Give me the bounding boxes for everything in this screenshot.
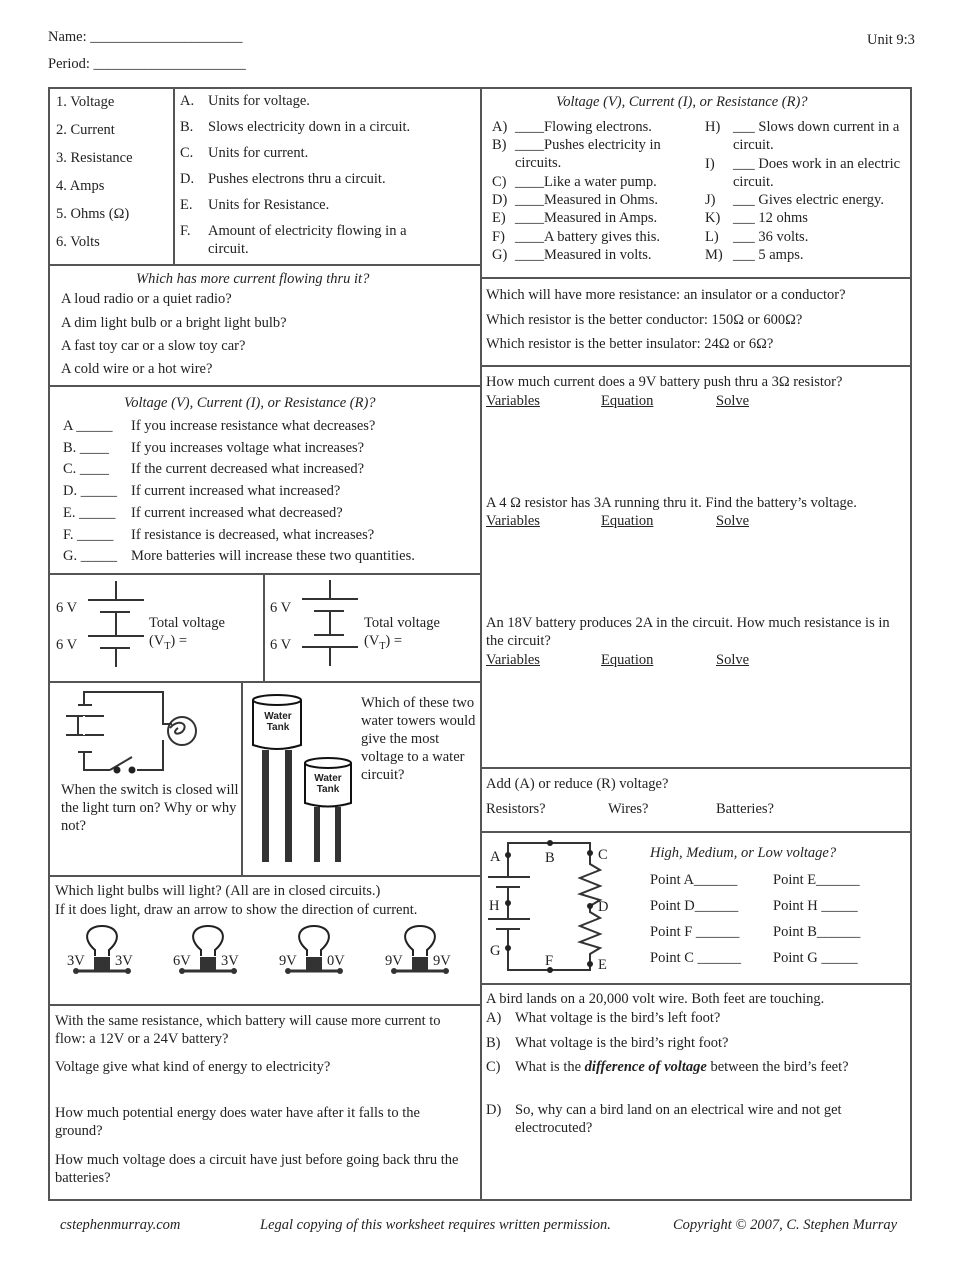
solve-heading: Solve <box>716 513 750 529</box>
section-title: Voltage (V), Current (I), or Resistance (R)? <box>556 94 808 110</box>
total-voltage-label: Total voltage <box>149 615 225 631</box>
question: ___ 12 ohms <box>733 210 808 226</box>
answer-blank: E. _____ <box>63 504 116 521</box>
question: If you increases voltage what increases? <box>131 439 365 456</box>
total-voltage-label: Total voltage <box>364 615 440 631</box>
bulb-voltage-left: 3V <box>67 953 85 969</box>
question: Which resistor is the better insulator: 24Ω or 6Ω? <box>486 336 774 352</box>
point-label: E <box>598 957 607 973</box>
bulb-icon <box>87 926 117 956</box>
unit-label: Unit 9:3 <box>867 32 915 48</box>
def-letter: C. <box>180 145 194 161</box>
footer-legal: Legal copying of this worksheet requires written permission. <box>260 1217 611 1233</box>
tower-question: Which of these two water towers would give the most voltage to a water circuit? <box>361 695 476 783</box>
problem: An 18V battery produces 2A in the circuit. How much resistance is in the circuit? <box>486 615 890 649</box>
text: between the bird’s feet? <box>706 1059 849 1075</box>
def-letter: D. <box>180 171 195 187</box>
label: F) <box>492 229 505 245</box>
solve-heading: Solve <box>716 393 750 409</box>
question: If resistance is decreased, what increases? <box>131 526 375 543</box>
question: If the current decreased what increased? <box>131 461 365 478</box>
label: B) <box>492 137 507 153</box>
bulb-voltage-left: 6V <box>173 953 191 969</box>
label: C) <box>492 174 507 190</box>
variables-heading: Variables <box>486 513 540 529</box>
point-label: G <box>490 943 501 959</box>
question: ____Measured in volts. <box>515 247 652 263</box>
section-title: Voltage (V), Current (I), or Resistance (R)? <box>124 395 376 411</box>
definition: Pushes electrons thru a circuit. <box>208 171 386 187</box>
question: ___ Gives electric energy. <box>733 192 884 208</box>
point-label: B <box>545 850 555 866</box>
question: ____A battery gives this. <box>515 229 660 245</box>
vt: (V <box>149 633 165 649</box>
bulb-voltage-right: 3V <box>115 953 133 969</box>
point-label: H <box>489 898 500 914</box>
bulb-voltage-left: 9V <box>385 953 403 969</box>
water-tank-label: Water Tank <box>264 711 292 733</box>
label: I) <box>705 156 715 172</box>
definition: Units for current. <box>208 145 309 161</box>
label: D) <box>492 192 508 208</box>
question: A fast toy car or a slow toy car? <box>61 338 246 354</box>
term: 2. Current <box>56 122 115 138</box>
question: ___ Slows down current in a circuit. <box>733 119 900 153</box>
bulb-voltage-left: 9V <box>279 953 297 969</box>
problem: A 4 Ω resistor has 3A running thru it. Find the battery’s voltage. <box>486 495 857 511</box>
vt-eq: ) = <box>385 633 403 649</box>
vt-sub: T <box>164 640 171 652</box>
point-blank: Point A______ <box>650 872 738 888</box>
def-letter: B. <box>180 119 194 135</box>
bulb-icon <box>193 926 223 956</box>
question <box>515 1058 849 1076</box>
bulb-icon <box>299 926 329 956</box>
question: More batteries will increase these two quantities. <box>131 548 415 565</box>
term: 6. Volts <box>56 234 100 250</box>
question: ____Measured in Amps. <box>515 210 658 226</box>
variables-heading: Variables <box>486 393 540 409</box>
question: So, why can a bird land on an electrical wire and not get electrocuted? <box>515 1102 842 1136</box>
point-blank: Point B______ <box>773 924 861 940</box>
label: J) <box>705 192 716 208</box>
period-field[interactable]: Period: _____________________ <box>48 56 246 72</box>
vt-sub: T <box>379 640 386 652</box>
section-title: High, Medium, or Low voltage? <box>650 845 837 861</box>
question: ___ 5 amps. <box>733 247 804 263</box>
footer-copyright: Copyright © 2007, C. Stephen Murray <box>673 1217 898 1233</box>
term: 5. Ohms (Ω) <box>56 206 130 222</box>
question: ____Like a water pump. <box>515 174 657 190</box>
question: ____Pushes electricity in circuits. <box>515 137 661 171</box>
answer-blank: B. ____ <box>63 439 109 456</box>
point-blank: Point F ______ <box>650 924 740 940</box>
point-blank: Point C ______ <box>650 950 742 966</box>
answer-blank: G. _____ <box>63 548 117 565</box>
question: What voltage is the bird’s right foot? <box>515 1035 729 1051</box>
answer-blank: C. ____ <box>63 461 109 478</box>
label: A) <box>486 1010 502 1026</box>
question: What voltage is the bird’s left foot? <box>515 1010 721 1026</box>
text: What is the <box>515 1059 585 1075</box>
label: H) <box>705 119 721 135</box>
label: A) <box>492 119 508 135</box>
vt: (V <box>364 633 380 649</box>
footer-site: cstephenmurray.com <box>60 1217 181 1233</box>
point-blank: Point G _____ <box>773 950 858 966</box>
question: Which resistor is the better conductor: 150Ω or 600Ω? <box>486 312 803 328</box>
label: L) <box>705 229 719 245</box>
name-field[interactable]: Name: _____________________ <box>48 29 243 45</box>
answer-blank: F. _____ <box>63 526 114 543</box>
label: B) <box>486 1035 501 1051</box>
question: How much voltage does a circuit have just before going back thru the batteries? <box>55 1152 459 1186</box>
bird-intro: A bird lands on a 20,000 volt wire. Both feet are touching. <box>486 991 825 1007</box>
bulb-voltage-right: 9V <box>433 953 451 969</box>
question: With the same resistance, which battery will cause more current to flow: a 12V or a 24V battery? <box>55 1013 441 1047</box>
point-blank: Point D______ <box>650 898 739 914</box>
answer-blank: D. _____ <box>63 483 117 500</box>
question: Which will have more resistance: an insulator or a conductor? <box>486 287 846 303</box>
label: D) <box>486 1102 502 1118</box>
label: K) <box>705 210 721 226</box>
bulb-voltage-right: 3V <box>221 953 239 969</box>
question: Add (A) or reduce (R) voltage? <box>486 776 669 792</box>
question: If current increased what increased? <box>131 483 341 500</box>
bulbs-instruction: If it does light, draw an arrow to show the direction of current. <box>55 902 418 918</box>
question: If current increased what decreased? <box>131 504 343 521</box>
label: E) <box>492 210 506 226</box>
label: C) <box>486 1059 501 1075</box>
question: ____Flowing electrons. <box>515 119 652 135</box>
point-blank: Point E______ <box>773 872 860 888</box>
label: G) <box>492 247 508 263</box>
def-letter: F. <box>180 223 191 239</box>
question: A cold wire or a hot wire? <box>61 361 213 377</box>
vt-label <box>149 632 187 656</box>
point-label: A <box>490 849 501 865</box>
equation-heading: Equation <box>601 393 654 409</box>
question: ___ 36 volts. <box>733 229 809 245</box>
item: Resistors? <box>486 801 546 817</box>
bulb-icon <box>405 926 435 956</box>
variables-heading: Variables <box>486 652 540 668</box>
voltage-label: 6 V <box>56 600 78 616</box>
item: Batteries? <box>716 801 774 817</box>
term: 4. Amps <box>56 178 105 194</box>
vt-eq: ) = <box>170 633 188 649</box>
question: A dim light bulb or a bright light bulb? <box>61 315 287 331</box>
question: ____Measured in Ohms. <box>515 192 658 208</box>
definition: Units for Resistance. <box>208 197 330 213</box>
term: 1. Voltage <box>56 94 115 110</box>
question: Voltage give what kind of energy to electricity? <box>55 1059 331 1075</box>
question: How much potential energy does water have after it falls to the ground? <box>55 1105 420 1139</box>
bulbs-question: Which light bulbs will light? (All are in closed circuits.) <box>55 883 381 899</box>
definition: Amount of electricity flowing in a circuit. <box>208 223 407 257</box>
problem: How much current does a 9V battery push thru a 3Ω resistor? <box>486 374 843 390</box>
def-letter: E. <box>180 197 193 213</box>
term: 3. Resistance <box>56 150 133 166</box>
def-letter: A. <box>180 93 195 109</box>
equation-heading: Equation <box>601 513 654 529</box>
water-tank-label: Water Tank <box>314 773 342 795</box>
point-label: D <box>598 899 609 915</box>
bulb-voltage-right: 0V <box>327 953 345 969</box>
answer-blank: A _____ <box>63 418 113 434</box>
question: ___ Does work in an electric circuit. <box>733 156 901 190</box>
point-blank: Point H _____ <box>773 898 858 914</box>
section-title: Which has more current flowing thru it? <box>136 271 370 287</box>
emphasis: difference of voltage <box>584 1059 707 1075</box>
voltage-label: 6 V <box>56 637 78 653</box>
point-label: C <box>598 847 608 863</box>
question: If you increase resistance what decreases? <box>131 418 376 434</box>
voltage-label: 6 V <box>270 637 292 653</box>
item: Wires? <box>608 801 649 817</box>
voltage-label: 6 V <box>270 600 292 616</box>
equation-heading: Equation <box>601 652 654 668</box>
question: A loud radio or a quiet radio? <box>61 291 232 307</box>
definition: Slows electricity down in a circuit. <box>208 119 411 135</box>
label: M) <box>705 247 723 263</box>
solve-heading: Solve <box>716 652 750 668</box>
definition: Units for voltage. <box>208 93 310 109</box>
vt-label <box>364 632 402 656</box>
switch-question: When the switch is closed will the light turn on? Why or why not? <box>61 782 239 834</box>
point-label: F <box>545 953 554 969</box>
